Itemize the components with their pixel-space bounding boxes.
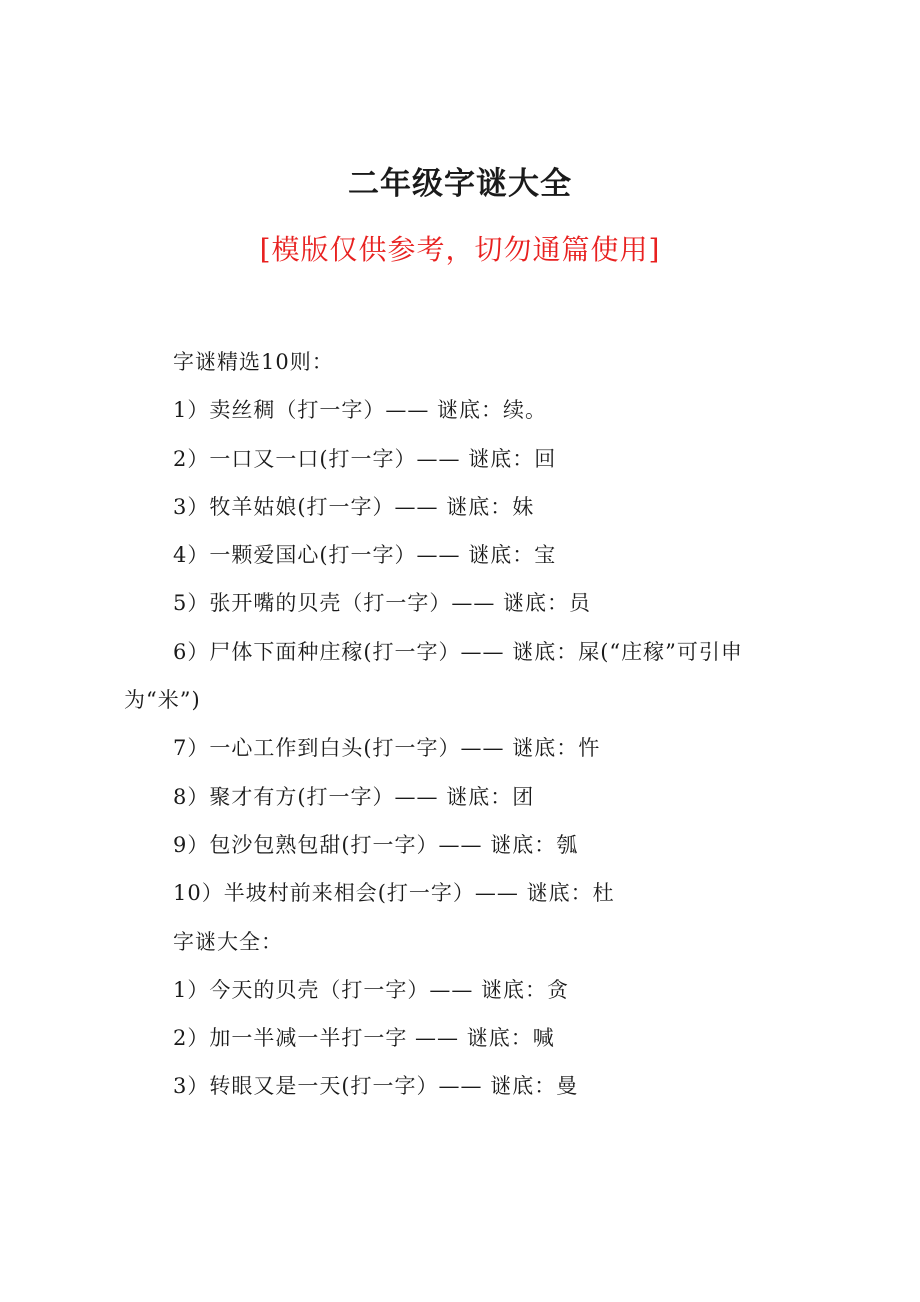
riddle-item: 1）卖丝稠（打一字）—— 谜底：续。 [173,398,548,423]
riddle-item: 7）一心工作到白头(打一字）—— 谜底：忤 [173,736,601,761]
riddle-item: 9）包沙包熟包甜(打一字）—— 谜底：瓠 [173,832,579,857]
riddle-item: 6）尸体下面种庄稼(打一字）—— 谜底：屎(“庄稼”可引申为“米”) [124,639,743,713]
riddle-item: 1）今天的贝壳（打一字）—— 谜底：贪 [173,977,570,1002]
riddle-item: 5）张开嘴的贝壳（打一字）—— 谜底：员 [173,591,592,616]
section-heading: 字谜精选10则： [173,350,334,374]
riddle-item: 2）加一半减一半打一字 —— 谜底：喊 [173,1026,555,1051]
riddle-item: 3）牧羊姑娘(打一字）—— 谜底：妹 [173,494,535,519]
riddle-list [124,338,804,1111]
section-heading: 字谜大全： [173,929,283,954]
riddle-item: 4）一颗爱国心(打一字）—— 谜底：宝 [173,543,557,568]
riddle-item: 2）一口又一口(打一字）—— 谜底：回 [173,446,557,471]
template-notice: [模版仅供参考，切勿通篇使用] [259,233,661,266]
riddle-item: 8）聚才有方(打一字）—— 谜底：团 [173,784,535,809]
riddle-item: 3）转眼又是一天(打一字）—— 谜底：曼 [173,1074,579,1099]
riddle-item: 10）半坡村前来相会(打一字）—— 谜底：杜 [173,881,615,906]
document-title: 二年级字谜大全 [348,166,572,202]
